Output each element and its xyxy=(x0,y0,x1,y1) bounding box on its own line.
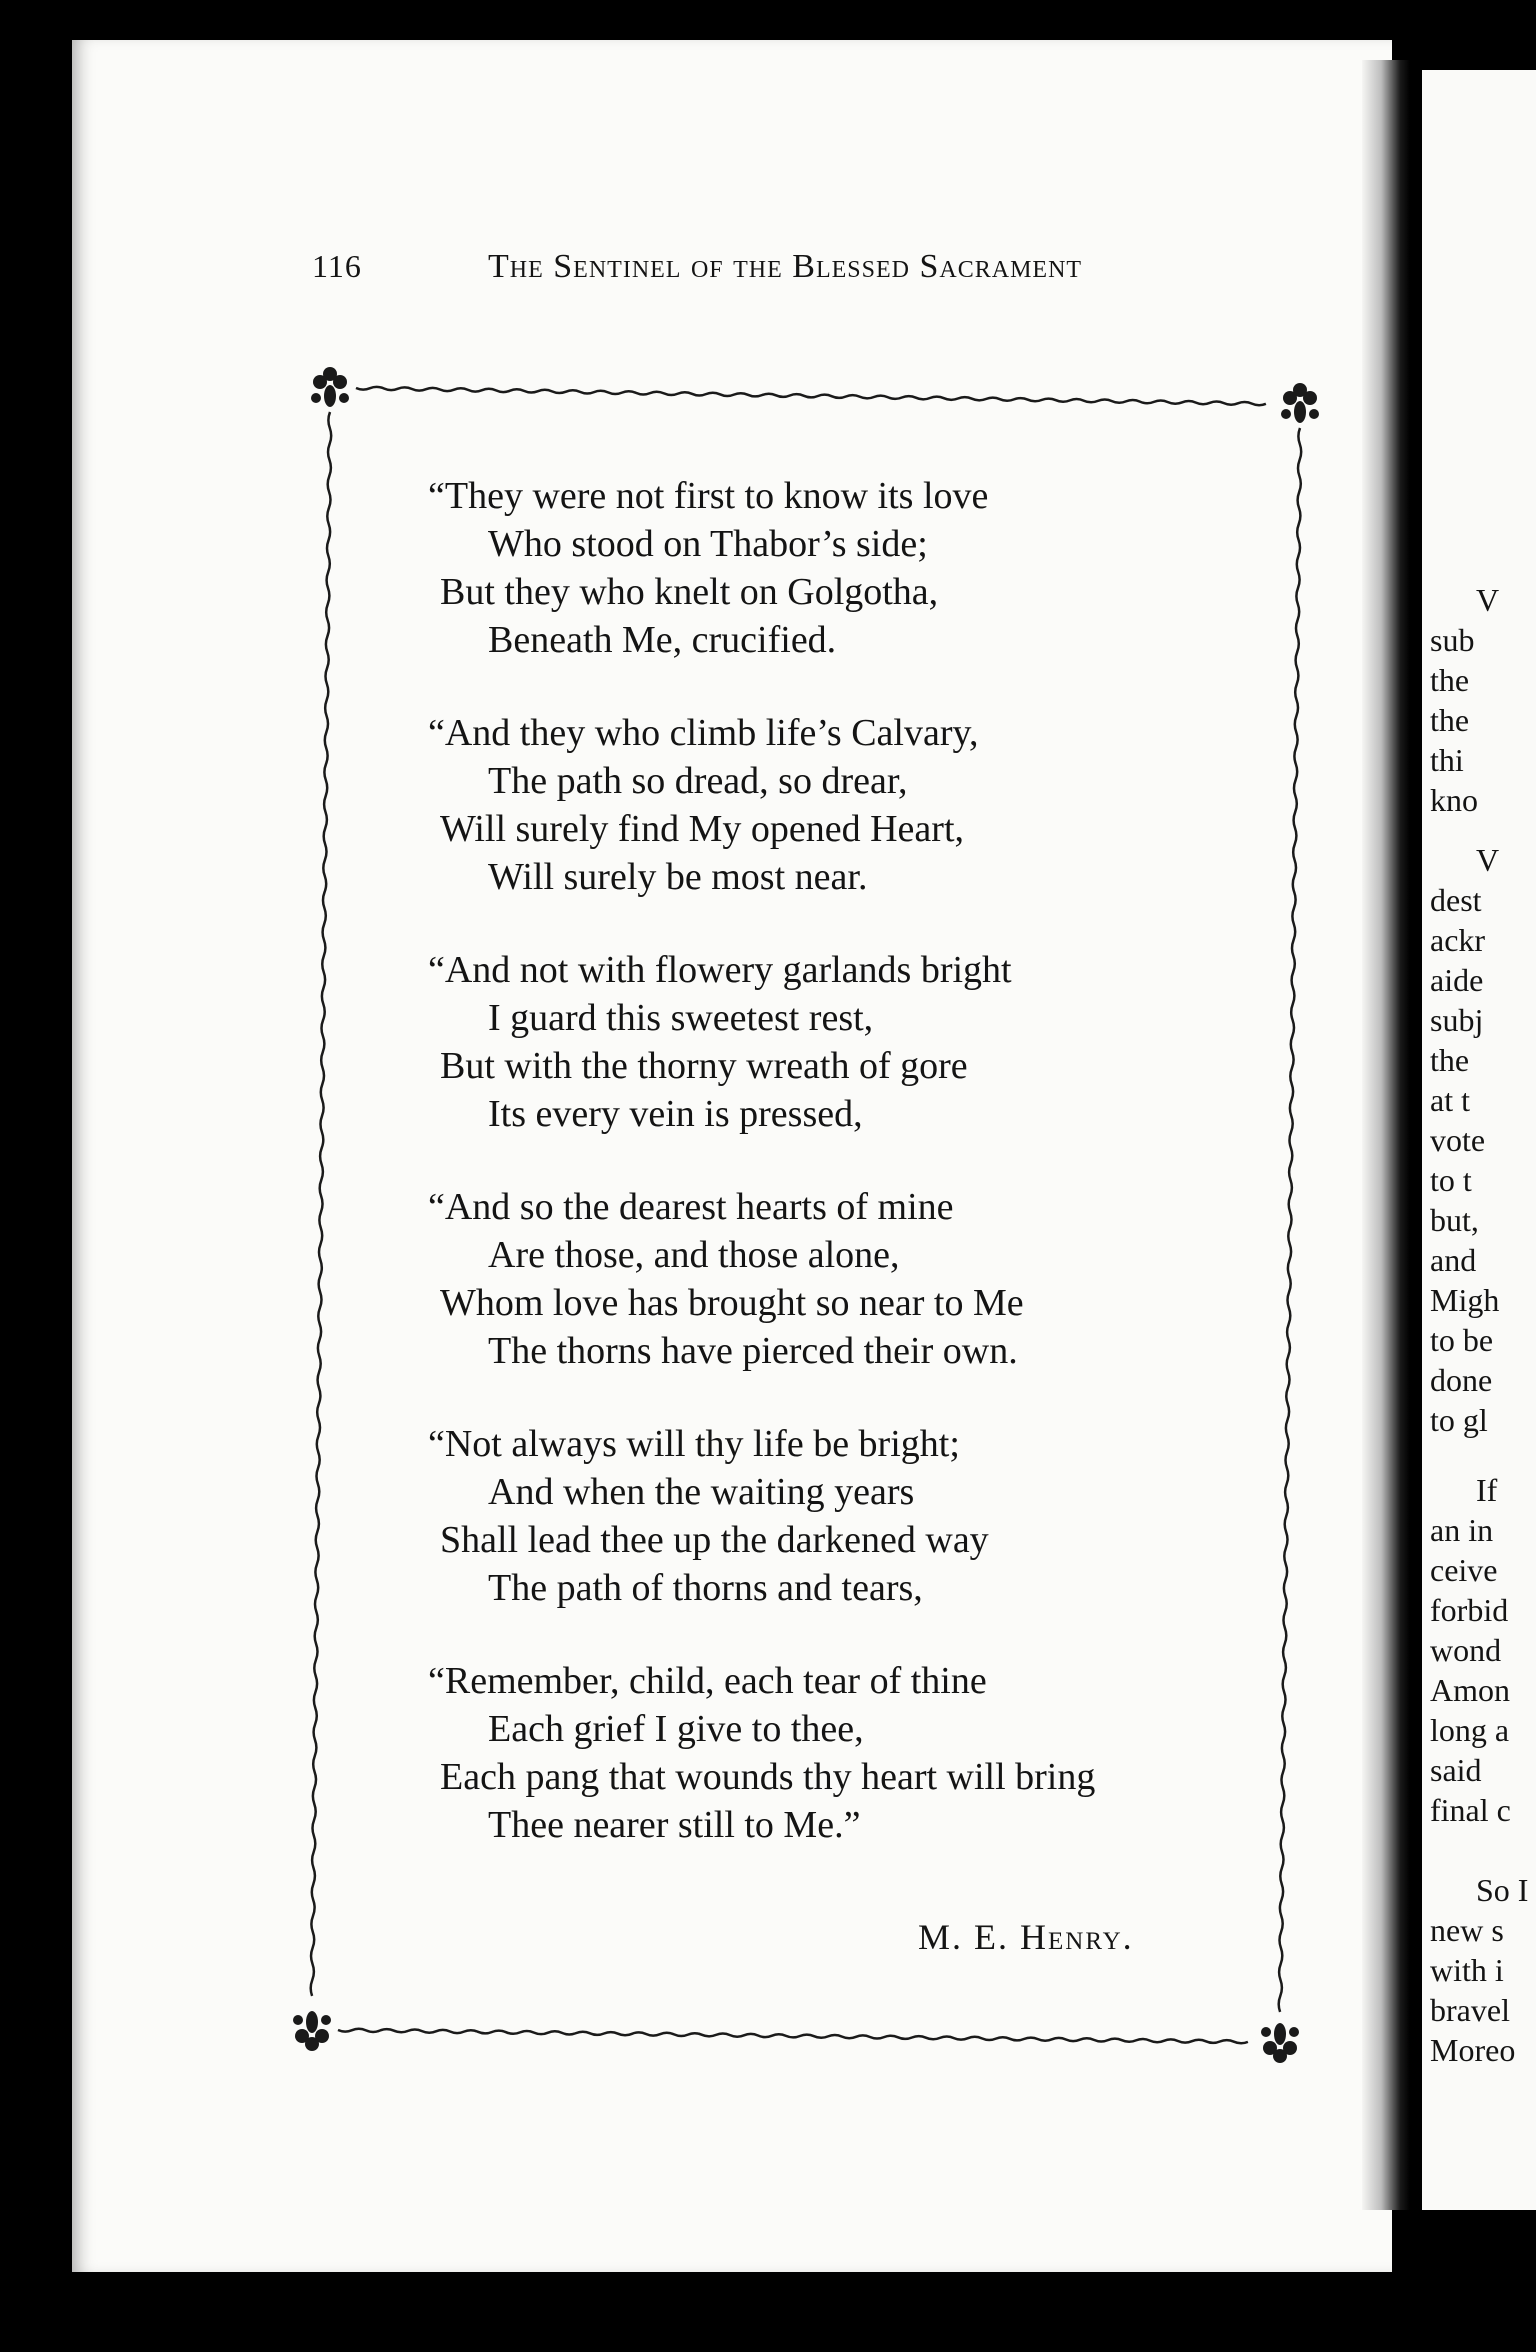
poem-line: Each pang that wounds thy heart will bring xyxy=(440,1756,1096,1798)
facing-line: the xyxy=(1430,702,1470,738)
facing-line: Migh xyxy=(1430,1282,1500,1318)
facing-line: the xyxy=(1430,662,1470,698)
facing-line: ackr xyxy=(1430,922,1486,958)
poem-line: “They were not first to know its love xyxy=(428,475,989,517)
facing-line: If xyxy=(1476,1472,1498,1508)
facing-line: forbid xyxy=(1430,1592,1509,1628)
stanza-5 xyxy=(428,1420,1260,1612)
facing-page xyxy=(1422,70,1536,2210)
facing-line: wond xyxy=(1430,1632,1502,1668)
facing-line: new s xyxy=(1430,1912,1504,1948)
page-number: 116 xyxy=(312,248,362,284)
poem-line: Its every vein is pressed, xyxy=(488,1093,863,1135)
facing-line: an in xyxy=(1430,1512,1494,1548)
facing-line: V xyxy=(1476,842,1500,878)
facing-line: dest xyxy=(1430,882,1482,918)
facing-line: the xyxy=(1430,1042,1470,1078)
border-bottom xyxy=(338,2029,1248,2044)
poem xyxy=(428,472,1260,1894)
facing-line: done xyxy=(1430,1362,1493,1398)
facing-line: sub xyxy=(1430,622,1475,658)
poem-line: “Remember, child, each tear of thine xyxy=(428,1660,987,1702)
border-top xyxy=(356,387,1266,405)
facing-paragraph-1 xyxy=(1430,580,1499,820)
facing-line: Amon xyxy=(1430,1672,1510,1708)
facing-line: with i xyxy=(1430,1952,1504,1988)
poem-line: The path so dread, so drear, xyxy=(488,760,908,802)
poem-line: But they who knelt on Golgotha, xyxy=(440,571,939,613)
facing-line: aide xyxy=(1430,962,1484,998)
poem-line: Who stood on Thabor’s side; xyxy=(488,523,928,565)
poem-line: But with the thorny wreath of gore xyxy=(440,1045,968,1087)
poem-line: Beneath Me, crucified. xyxy=(488,619,837,661)
poem-line: “And so the dearest hearts of mine xyxy=(428,1186,954,1228)
fleuron-icon xyxy=(293,2011,331,2051)
facing-line: ceive xyxy=(1430,1552,1498,1588)
facing-line: thi xyxy=(1430,742,1464,778)
facing-line: said xyxy=(1430,1752,1482,1788)
poem-line: “And not with flowery garlands bright xyxy=(428,949,1012,991)
stanza-6 xyxy=(428,1657,1260,1849)
facing-line: to t xyxy=(1430,1162,1472,1198)
facing-line: V xyxy=(1476,582,1500,618)
poem-line: Whom love has brought so near to Me xyxy=(440,1282,1024,1324)
poem-line: Will surely be most near. xyxy=(488,856,868,898)
poem-line: Will surely find My opened Heart, xyxy=(440,808,965,850)
facing-line: kno xyxy=(1430,782,1478,818)
facing-line: and xyxy=(1430,1242,1477,1278)
poem-line: The thorns have pierced their own. xyxy=(488,1330,1018,1372)
stanza-1 xyxy=(428,472,1260,664)
poem-line: Are those, and those alone, xyxy=(488,1234,900,1276)
border-right xyxy=(1279,428,1302,2012)
stanza-4 xyxy=(428,1183,1260,1375)
facing-line: bravel xyxy=(1430,1992,1510,2028)
facing-line: long a xyxy=(1430,1712,1510,1748)
facing-line: final c xyxy=(1430,1792,1511,1828)
facing-line: to be xyxy=(1430,1322,1494,1358)
facing-line: to gl xyxy=(1430,1402,1488,1438)
fleuron-icon xyxy=(311,367,349,407)
poem-line: Each grief I give to thee, xyxy=(488,1708,864,1750)
facing-line: at t xyxy=(1430,1082,1470,1118)
poem-line: “And they who climb life’s Calvary, xyxy=(428,712,979,754)
facing-line: So I xyxy=(1476,1872,1529,1908)
poem-line: Shall lead thee up the darkened way xyxy=(440,1519,989,1561)
poem-line: “Not always will thy life be bright; xyxy=(428,1423,960,1465)
facing-line: subj xyxy=(1430,1002,1484,1038)
fleuron-icon xyxy=(1281,383,1319,423)
facing-paragraph-4 xyxy=(1430,1870,1528,2070)
fleuron-icon xyxy=(1261,2023,1299,2063)
poem-line: I guard this sweetest rest, xyxy=(488,997,874,1039)
border-left xyxy=(311,412,332,1996)
facing-paragraph-3 xyxy=(1430,1470,1511,1830)
facing-line: vote xyxy=(1430,1122,1486,1158)
facing-line: but, xyxy=(1430,1202,1479,1238)
facing-line: Moreo xyxy=(1430,2032,1516,2068)
poem-line: And when the waiting years xyxy=(488,1471,915,1513)
stanza-2 xyxy=(428,709,1260,901)
poem-author: M. E. Henry. xyxy=(918,1917,1134,1957)
facing-paragraph-2 xyxy=(1430,840,1499,1440)
poem-line: The path of thorns and tears, xyxy=(488,1567,923,1609)
stanza-3 xyxy=(428,946,1260,1138)
running-title: The Sentinel of the Blessed Sacrament xyxy=(488,248,1083,285)
poem-line: Thee nearer still to Me.” xyxy=(488,1804,861,1846)
